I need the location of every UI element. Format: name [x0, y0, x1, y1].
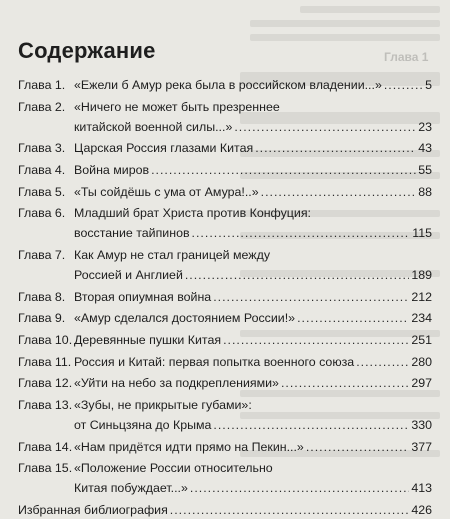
chapter-title-line: [74, 355, 432, 371]
chapter-title: от Синьцзяна до Крыма: [74, 417, 212, 432]
page-number: 251: [411, 333, 432, 347]
chapter-title: Вторая опиумная война: [74, 289, 212, 304]
page-number: 5: [425, 78, 432, 92]
chapter-title: китайской военной силы...»: [74, 119, 233, 134]
page-number: 212: [411, 289, 432, 304]
chapter-number: Глава 11.: [18, 354, 72, 369]
dot-leader: [213, 290, 409, 304]
page-number: 55: [418, 163, 432, 177]
chapter-title-line: [74, 461, 432, 477]
dot-leader: [255, 141, 416, 155]
dot-leader: [151, 163, 416, 177]
chapter-number: Глава 10.: [18, 333, 73, 347]
bleed-through-chapter-label: Глава 1: [384, 50, 429, 64]
chapter-title-line: [74, 248, 432, 264]
chapter-title-line: [74, 268, 432, 284]
page-number: 115: [412, 226, 432, 241]
chapter-title-line: [74, 398, 432, 414]
dot-leader: [185, 268, 409, 282]
chapter-title: Младший брат Христа против Конфуция:: [74, 206, 311, 221]
page-number: 23: [418, 119, 432, 134]
dot-leader: [281, 376, 409, 390]
chapter-number: Глава 13.: [18, 397, 73, 412]
page-number: 426: [411, 503, 432, 517]
chapter-number: Глава 1.: [18, 78, 66, 92]
chapter-title: Китая побуждает...»: [74, 481, 188, 496]
chapter-title-line: [74, 206, 432, 222]
chapter-title: «Положение России относительно: [74, 461, 273, 476]
chapter-title: «Ничего не может быть презреннее: [74, 99, 280, 114]
chapter-title-line: [74, 418, 432, 434]
chapter-title: Деревянные пушки Китая: [74, 333, 222, 347]
chapter-title-line: [74, 185, 432, 201]
chapter-number: Глава 5.: [18, 184, 66, 199]
page-number: 43: [418, 141, 432, 156]
chapter-title-line: [74, 163, 432, 179]
bibliography-line: [18, 503, 432, 519]
page-number: 413: [411, 481, 432, 496]
chapter-title: Война миров: [74, 163, 150, 177]
page-number: 377: [411, 439, 432, 454]
chapter-title: «Амур сделался достоянием России!»: [74, 311, 296, 326]
page-number: 88: [418, 184, 432, 199]
chapter-title-line: [74, 226, 432, 242]
chapter-title: «Ты сойдёшь с ума от Амура!..»: [74, 184, 259, 199]
dot-leader: [384, 78, 423, 92]
page-number: 297: [411, 376, 432, 391]
dot-leader: [192, 226, 411, 240]
dot-leader: [306, 440, 410, 454]
chapter-number: Глава 4.: [18, 163, 66, 177]
chapter-title-line: [74, 78, 432, 94]
chapter-number: Глава 8.: [18, 289, 66, 304]
dot-leader: [356, 355, 409, 369]
chapter-title: Как Амур не стал границей между: [74, 248, 271, 262]
chapter-number: Глава 14.: [18, 439, 73, 454]
chapter-title-line: [74, 333, 432, 349]
chapter-title: Царская Россия глазами Китая: [74, 141, 254, 156]
dot-leader: [213, 418, 409, 432]
dot-leader: [223, 333, 409, 347]
chapter-title-line: [74, 290, 432, 306]
chapter-title-line: [74, 141, 432, 157]
page-number: 234: [411, 311, 432, 326]
dot-leader: [190, 481, 409, 495]
chapter-title-line: [74, 311, 432, 327]
chapter-title: «Ежели б Амур река была в российском владении...»: [74, 78, 382, 92]
chapter-title: «Зубы, не прикрытые губами»:: [74, 397, 252, 412]
chapter-number: Глава 12.: [18, 376, 73, 391]
chapter-title: «Нам придётся идти прямо на Пекин...»: [74, 439, 304, 454]
chapter-title-line: [74, 120, 432, 136]
chapter-number: Глава 3.: [18, 141, 66, 156]
page-number: 330: [411, 417, 432, 432]
chapter-title: восстание тайпинов: [74, 226, 190, 241]
dot-leader: [297, 311, 409, 325]
dot-leader: [234, 120, 416, 134]
chapter-title: Россия и Китай: первая попытка военного союза: [74, 354, 355, 369]
chapter-title-line: [74, 100, 432, 116]
chapter-title: «Уйти на небо за подкреплениями»: [74, 376, 279, 391]
chapter-number: Глава 6.: [18, 206, 66, 221]
chapter-number: Глава 9.: [18, 311, 66, 326]
page-number: 280: [411, 354, 432, 369]
page-number: 189: [411, 268, 432, 283]
chapter-number: Глава 7.: [18, 248, 66, 262]
chapter-number: Глава 2.: [18, 99, 66, 114]
bibliography-title: Избранная библиография: [18, 503, 168, 517]
dot-leader: [261, 185, 417, 199]
chapter-title-line: [74, 440, 432, 456]
page-title: Содержание: [18, 38, 156, 63]
chapter-title-line: [74, 376, 432, 392]
chapter-number: Глава 15.: [18, 461, 73, 476]
dot-leader: [170, 503, 410, 517]
chapter-title-line: [74, 481, 432, 497]
chapter-title: Россией и Англией: [74, 268, 183, 283]
